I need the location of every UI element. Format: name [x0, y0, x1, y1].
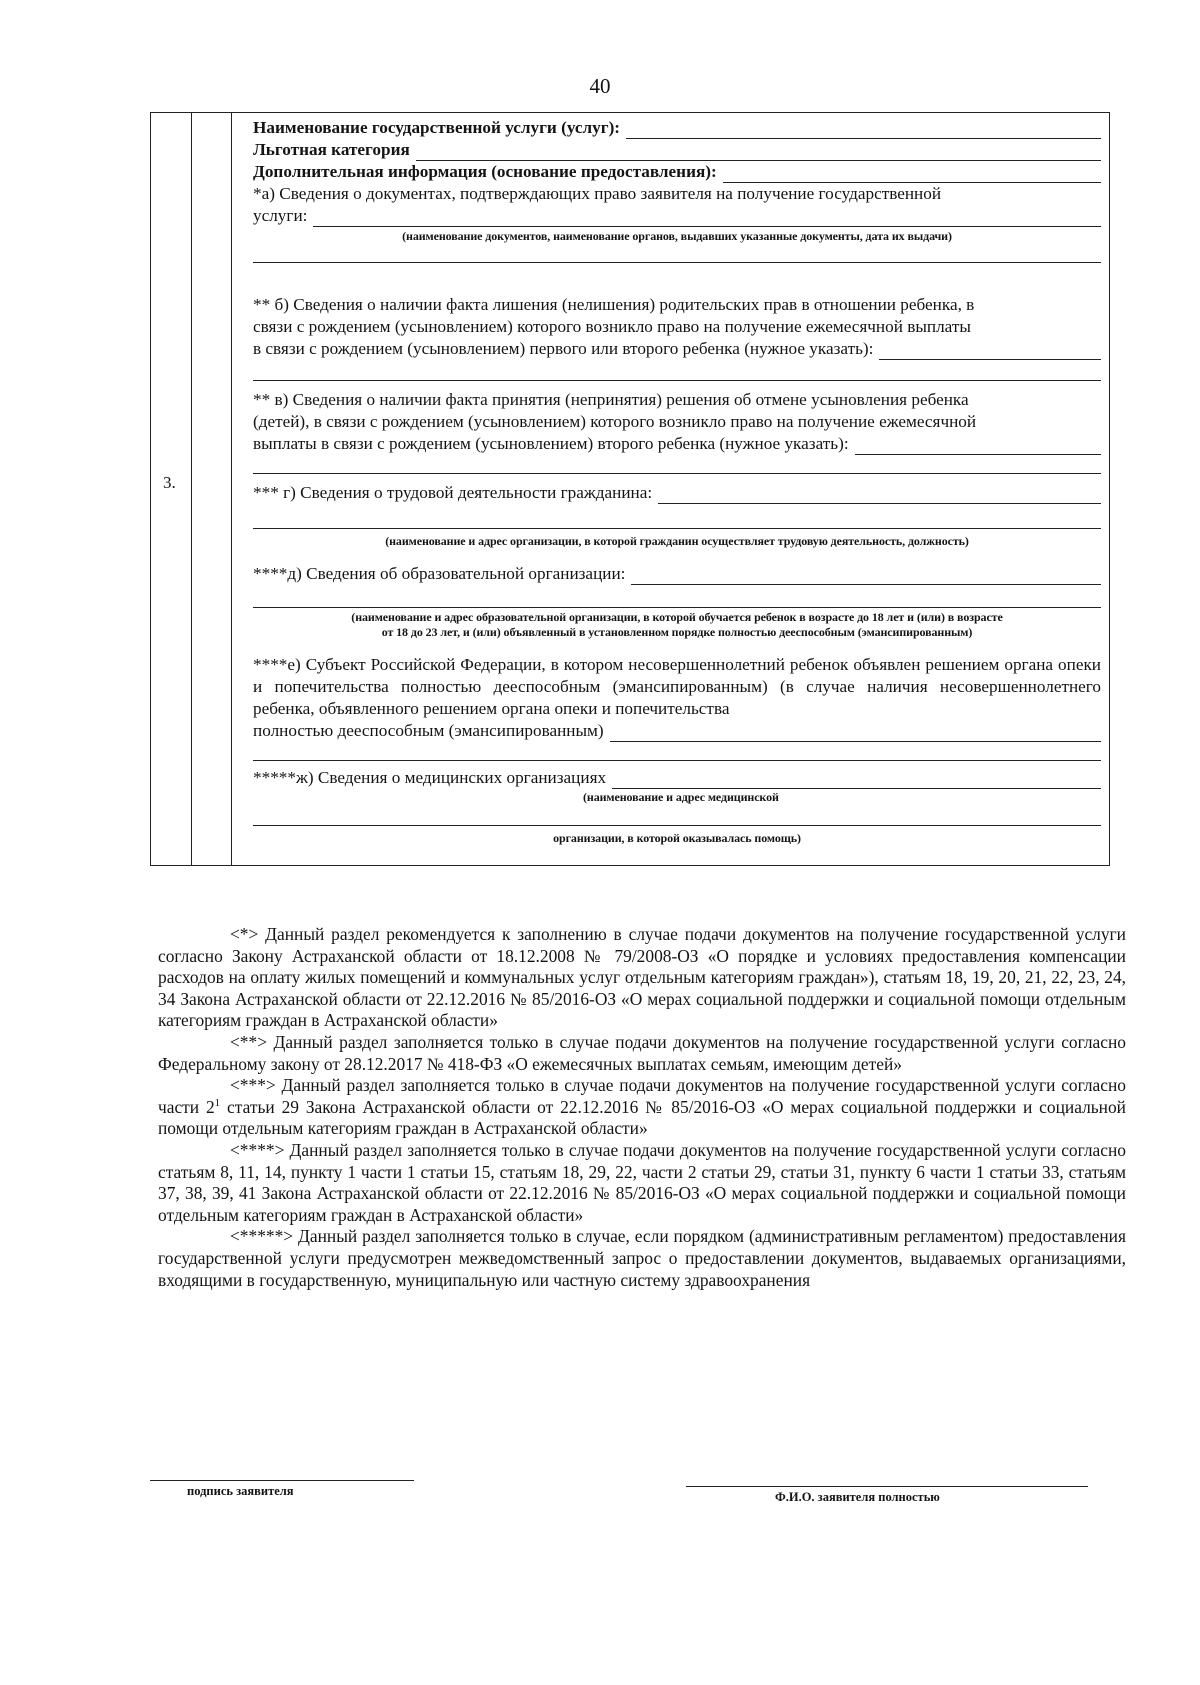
category-label: Льготная категория: [253, 140, 410, 159]
service-name-label: Наименование государственной услуги (услуг):: [253, 118, 621, 137]
section-v-text-3: выплаты в связи с рождением (усыновлением) второго ребенка (нужное указать):: [253, 434, 849, 453]
section-d-text: ****д) Сведения об образовательной организации:: [253, 564, 626, 583]
section-d-caption-1: (наименование и адрес образовательной организации, в которой обучается ребенок в возрасте до 18 лет и (или) в возрасте: [351, 610, 1003, 624]
section-zh-extra-field[interactable]: [253, 825, 1101, 826]
table-column-divider: [231, 113, 232, 865]
section-d-field[interactable]: [631, 569, 1101, 585]
section-a-field[interactable]: [313, 211, 1101, 227]
section-e-field[interactable]: [610, 726, 1101, 742]
category-field[interactable]: [416, 145, 1101, 161]
full-name-caption: Ф.И.О. заявителя полностью: [775, 1490, 940, 1504]
section-g-field[interactable]: [658, 488, 1101, 504]
category-row: [253, 139, 1101, 161]
application-form-table: [150, 112, 1110, 866]
footnote-3-superscript: 1: [214, 1096, 221, 1109]
section-zh-caption-2: организации, в которой оказывалась помощь): [553, 831, 801, 845]
footnote-4: <****> Данный раздел заполняется только в случае подачи документов на получение государственной услуги согласно статьям 8, 11, 14, пункту 1 части 1 статьи 15, статьям 18, 29, 22, части 2 статьи 29, статьи 31, пункту 6 части 1 статьи 33, статьям 37, 38, 39, 41 Закона Астраханской области от 22.12.2016 № 85/2016-ОЗ «О мерах социальной поддержки и социальной помощи отдельным категориям граждан в Астраханской области»: [158, 1139, 1126, 1225]
section-g-caption: (наименование и адрес организации, в которой гражданин осуществляет трудовую деятельность, должность): [385, 534, 969, 548]
section-a-services-label: услуги:: [253, 206, 308, 225]
additional-info-row: [253, 161, 1101, 183]
section-b-row: [253, 338, 1101, 360]
row-number: 3.: [163, 473, 176, 492]
section-b-text-1: ** б) Сведения о наличии факта лишения (нелишения) родительских прав в отношении ребенка, в: [253, 295, 975, 314]
section-b-text-3: в связи с рождением (усыновлением) первого или второго ребенка (нужное указать):: [253, 339, 874, 358]
section-g-row: [253, 482, 1101, 504]
section-e-text-last: полностью дееспособным (эмансипированным): [253, 721, 604, 740]
full-name-field[interactable]: [686, 1486, 1088, 1487]
service-name-row: [253, 117, 1101, 139]
section-a-text: *а) Сведения о документах, подтверждающих право заявителя на получение государственной: [253, 184, 942, 203]
section-g-extra-field[interactable]: [253, 528, 1101, 529]
footnote-3-part-1: <***> Данный раздел заполняется только в случае подачи документов на получение государственной услуги согласно части 2: [158, 1075, 1126, 1117]
section-d-row: [253, 563, 1101, 585]
signature-field[interactable]: [150, 1480, 414, 1481]
section-zh-text: *****ж) Сведения о медицинских организациях: [253, 768, 607, 787]
page-number: 40: [589, 74, 611, 98]
table-column-divider: [191, 113, 192, 865]
footnote-3-part-2: статьи 29 Закона Астраханской области от 22.12.2016 № 85/2016-ОЗ «О мерах социальной поддержки и социальной помощи отдельным категориям граждан в Астраханской области»: [158, 1096, 1126, 1139]
form-content: [253, 117, 1101, 846]
section-zh-caption-1: (наименование и адрес медицинской: [583, 790, 779, 804]
section-zh-row: [253, 767, 1101, 789]
footnote-3: [158, 1075, 1126, 1140]
footnote-2: <**> Данный раздел заполняется только в случае подачи документов на получение государственной услуги согласно Федеральному закону от 28.12.2017 № 418-ФЗ «О ежемесячных выплатах семьям, имеющим детей»: [158, 1031, 1126, 1074]
section-a-row: [253, 205, 1101, 227]
section-e-row: [253, 720, 1101, 742]
section-v-row: [253, 433, 1101, 455]
section-zh-field[interactable]: [612, 773, 1101, 789]
section-e-text: ****е) Субъект Российской Федерации, в котором несовершеннолетний ребенок объявлен решением органа опеки и попечительства полностью дееспособным (эмансипированным) (в случае наличия несовершеннолетнего ребенка, объявленного решением органа опеки и попечительства: [253, 655, 1101, 718]
section-d-extra-field[interactable]: [253, 607, 1101, 608]
service-name-field[interactable]: [626, 123, 1101, 139]
section-v-text-1: ** в) Сведения о наличии факта принятия (непринятия) решения об отмене усыновления ребенка: [253, 390, 969, 409]
section-b-field[interactable]: [879, 344, 1101, 360]
section-v-field[interactable]: [855, 439, 1101, 455]
section-b-text-2: связи с рождением (усыновлением) которого возникло право на получение ежемесячной выплаты: [253, 317, 971, 336]
additional-info-field[interactable]: [723, 167, 1101, 183]
section-g-text: *** г) Сведения о трудовой деятельности гражданина:: [253, 483, 653, 502]
footnotes: [158, 924, 1126, 1291]
section-d-caption-2: от 18 до 23 лет, и (или) объявленный в установленном порядке полностью дееспособным (эмансипированным): [381, 625, 973, 639]
section-a-caption: (наименование документов, наименование органов, выдавших указанные документы, дата их выдачи): [402, 229, 952, 243]
additional-info-label: Дополнительная информация (основание предоставления):: [253, 162, 717, 181]
footnote-5: <*****> Данный раздел заполняется только в случае, если порядком (административным регламентом) предоставления государственной услуги предусмотрен межведомственный запрос о предоставлении документов, выдаваемых организациями, входящими в государственную, муниципальную или частную систему здравоохранения: [158, 1226, 1126, 1290]
section-v-text-2: (детей), в связи с рождением (усыновлением) которого возникло право на получение ежемесячной: [253, 412, 977, 431]
footnote-1: <*> Данный раздел рекомендуется к заполнению в случае подачи документов на получение государственной услуги согласно Закону Астраханской области от 18.12.2008 № 79/2008-ОЗ «О порядке и условиях предоставления компенсации расходов на оплату жилых помещений и коммунальных услуг отдельным категориям граждан»), статьям 18, 19, 20, 21, 22, 23, 24, 34 Закона Астраханской области от 22.12.2016 № 85/2016-ОЗ «О мерах социальной поддержки и социальной помощи отдельным категориям граждан в Астраханской области»: [158, 924, 1126, 1031]
signature-caption: подпись заявителя: [187, 1484, 294, 1498]
